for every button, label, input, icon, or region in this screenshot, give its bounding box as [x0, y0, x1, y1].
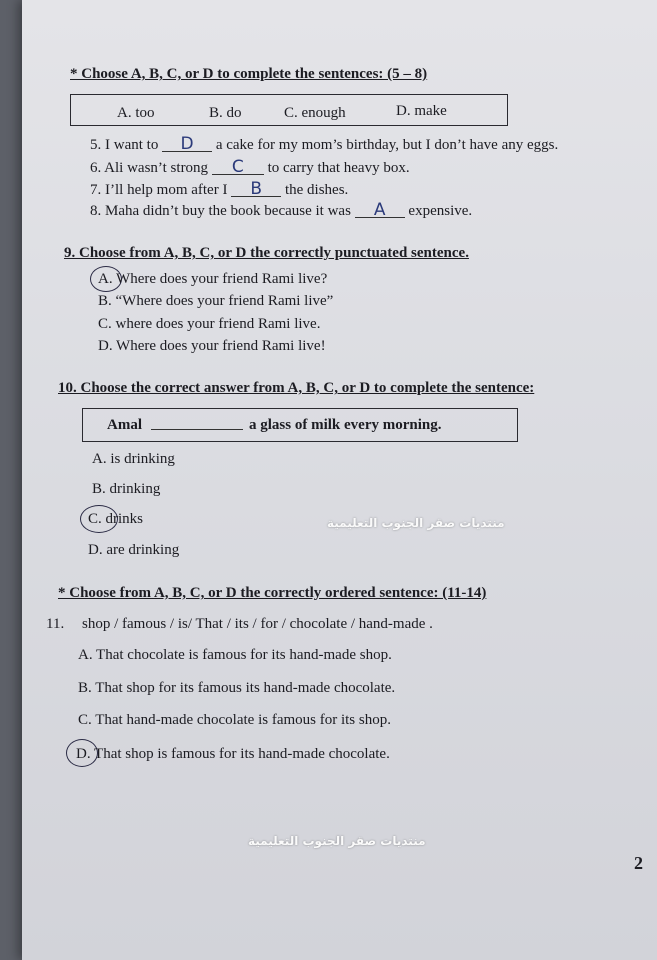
question-7-text: 7. I’ll help mom after I — [90, 182, 228, 198]
q10-option-d: D. are drinking — [88, 542, 180, 558]
q10-sentence-end: a glass of milk every morning. — [249, 417, 442, 433]
q10-heading: 10. Choose the correct answer from A, B, C, or D to complete the sentence: — [58, 380, 535, 396]
q10-blank — [151, 429, 243, 430]
question-6 — [90, 157, 410, 177]
worksheet-page — [22, 0, 657, 960]
q10-sentence-box — [82, 408, 518, 442]
question-5-text: 5. I want to — [90, 137, 159, 153]
question-7-answer: B — [231, 182, 281, 197]
watermark-middle: منتديات صقر الجنوب التعليمية — [327, 516, 505, 530]
q11-option-d: D. That shop is famous for its hand-made chocolate. — [76, 746, 390, 762]
question-7 — [90, 179, 349, 199]
q10-sentence-start: Amal — [107, 417, 142, 433]
question-7-rest: the dishes. — [284, 182, 349, 198]
q10-option-b: B. drinking — [92, 481, 161, 497]
q10-option-a: A. is drinking — [92, 451, 175, 467]
q9-option-a: A. Where does your friend Rami live? — [98, 271, 328, 287]
question-8-rest: expensive. — [408, 203, 473, 219]
section3-heading: * Choose from A, B, C, or D the correctly ordered sentence: (11-14) — [58, 585, 487, 601]
q11-option-c: C. That hand-made chocolate is famous for its shop. — [78, 712, 391, 728]
section1-heading: * Choose A, B, C, or D to complete the sentences: (5 – 8) — [70, 66, 428, 82]
option-b: B. do — [209, 105, 242, 121]
option-a: A. too — [117, 105, 155, 121]
watermark-bottom: منتديات صقر الجنوب التعليمية — [248, 834, 426, 848]
q9-heading: 9. Choose from A, B, C, or D the correctly punctuated sentence. — [64, 245, 469, 261]
question-5-answer: D — [162, 137, 212, 152]
q10-option-c: C. drinks — [88, 511, 144, 527]
question-8 — [90, 200, 473, 220]
question-6-rest: to carry that heavy box. — [267, 160, 410, 176]
question-5 — [90, 134, 559, 154]
question-8-answer: A — [355, 203, 405, 218]
section1-options-box — [70, 94, 508, 126]
q11-option-b: B. That shop for its famous its hand-made chocolate. — [78, 680, 396, 696]
q11-words: shop / famous / is/ That / its / for / chocolate / hand-made . — [82, 616, 433, 632]
q11-option-a: A. That chocolate is famous for its hand-made shop. — [78, 647, 392, 663]
page-number: 2 — [634, 853, 643, 873]
option-c: C. enough — [284, 105, 346, 121]
q9-option-c: C. where does your friend Rami live. — [98, 316, 321, 332]
q9-option-d: D. Where does your friend Rami live! — [98, 338, 326, 354]
question-6-answer: C — [212, 160, 264, 175]
question-8-text: 8. Maha didn’t buy the book because it was — [90, 203, 351, 219]
q9-option-b: B. “Where does your friend Rami live” — [98, 293, 334, 309]
question-5-rest: a cake for my mom’s birthday, but I don’t have any eggs. — [215, 137, 559, 153]
option-d: D. make — [396, 103, 447, 119]
question-6-text: 6. Ali wasn’t strong — [90, 160, 209, 176]
q11-number: 11. — [46, 616, 65, 632]
